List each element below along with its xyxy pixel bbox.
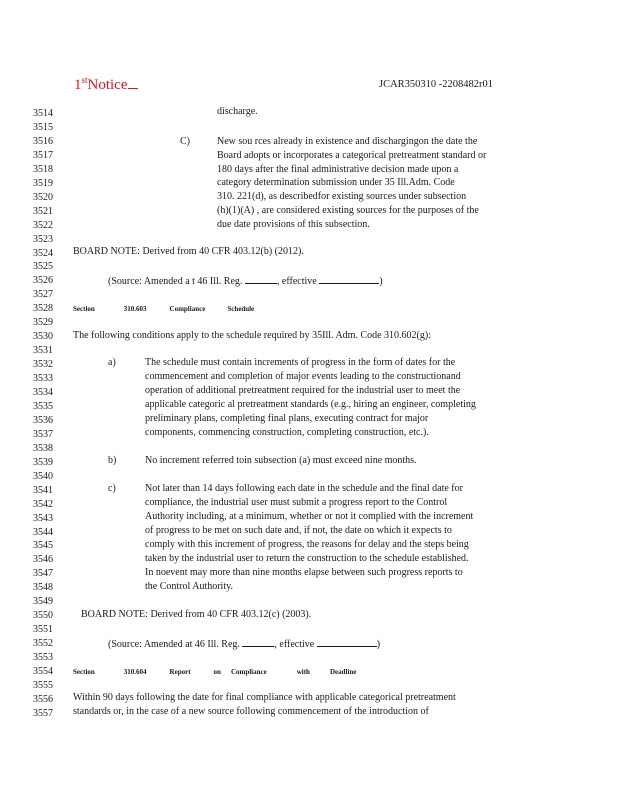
item-label: C) xyxy=(180,136,190,147)
text-line: 310. 221(d), as describedfor existing sources under subsection xyxy=(217,191,467,202)
board-note: BOARD NOTE: Derived from 40 CFR 403.12(c) (2003). xyxy=(81,609,312,620)
notice-underline xyxy=(128,75,138,89)
line-number: 3547 xyxy=(33,568,53,580)
line-number: 3546 xyxy=(33,554,53,566)
jcar-code: JCAR350310 -2208482r01 xyxy=(379,79,494,90)
source-note: (Source: Amended a t 46 Ill. Reg. , effective ) xyxy=(108,276,383,287)
text-line: preliminary plans, completing final plans, executing contract for major xyxy=(145,413,429,424)
line-number: 3528 xyxy=(33,303,53,315)
line-number: 3535 xyxy=(33,400,53,412)
line-number: 3540 xyxy=(33,470,53,482)
text-line: category determination submission under 35 Ill.Adm. Code xyxy=(217,177,455,188)
text-line: standards or, in the case of a new source following commencement of the introduction of xyxy=(73,706,429,717)
text-line: applicable categoric al pretreatment standards (e.g., hiring an engineer, completing xyxy=(145,399,476,410)
line-number: 3553 xyxy=(33,652,53,664)
text-line: taken by the industrial user to return the construction to the schedule established. xyxy=(145,553,469,564)
line-number: 3557 xyxy=(33,707,53,719)
line-number: 3542 xyxy=(33,498,53,510)
line-number: 3517 xyxy=(33,149,53,161)
text-line: of progress to be met on such date and, if not, the date on which it expects to xyxy=(145,525,452,536)
line-number: 3536 xyxy=(33,414,53,426)
blank-line xyxy=(245,274,277,284)
line-number: 3554 xyxy=(33,666,53,677)
line-number: 3524 xyxy=(33,247,53,259)
text-line: The following conditions apply to the schedule required by 35Ill. Adm. Code 310.602(g): xyxy=(73,330,431,341)
line-number: 3521 xyxy=(33,205,53,217)
line-number: 3515 xyxy=(33,121,53,133)
line-number: 3545 xyxy=(33,540,53,552)
notice-heading xyxy=(74,75,138,94)
line-number: 3523 xyxy=(33,233,53,245)
text-line: the Control Authority. xyxy=(145,581,233,592)
line-number: 3519 xyxy=(33,177,53,189)
text-line: Board adopts or incorporates a categorical pretreatment standard or xyxy=(217,150,487,161)
line-number: 3514 xyxy=(33,108,53,119)
line-number: 3527 xyxy=(33,289,53,301)
line-number: 3537 xyxy=(33,428,53,440)
text-line: compliance, the industrial user must submit a progress report to the Control xyxy=(145,497,448,508)
line-number: 3556 xyxy=(33,693,53,705)
item-label: c) xyxy=(108,483,116,494)
board-note: BOARD NOTE: Derived from 40 CFR 403.12(b) (2012). xyxy=(73,246,304,257)
blank-line xyxy=(242,637,274,647)
line-number: 3531 xyxy=(33,345,53,357)
line-number: 3532 xyxy=(33,359,53,371)
line-number: 3549 xyxy=(33,596,53,608)
line-number: 3516 xyxy=(33,135,53,147)
line-number: 3534 xyxy=(33,387,53,398)
line-number: 3551 xyxy=(33,624,53,636)
text-line: In noevent may more than nine months elapse between such progress reports to xyxy=(145,567,463,578)
text-line: due date provisions of this subsection. xyxy=(217,219,370,230)
line-number: 3520 xyxy=(33,191,53,203)
line-number: 3543 xyxy=(33,512,53,524)
text-line: (h)(1)(A) , are considered existing sources for the purposes of the xyxy=(217,205,479,216)
text-line: operation of additional pretreatment required for the industrial user to meet the xyxy=(145,385,461,396)
notice-number: 1 xyxy=(74,77,82,93)
blank-line xyxy=(319,274,379,284)
item-label: b) xyxy=(108,455,117,466)
line-number: 3544 xyxy=(33,526,53,538)
section-heading: Section 310.603 Compliance Schedule xyxy=(73,305,255,313)
section-heading: Section 310.604 Report on Compliance with Deadline xyxy=(73,668,357,676)
line-number: 3525 xyxy=(33,261,53,273)
text-line: Within 90 days following the date for final compliance with applicable categorical pretreatment xyxy=(73,692,456,703)
blank-line xyxy=(317,637,377,647)
line-number: 3518 xyxy=(33,163,53,175)
text-line: New sou rces already in existence and dischargingon the date the xyxy=(217,136,478,147)
text-line: Authority including, at a minimum, whether or not it complied with the increment xyxy=(145,511,474,522)
text-line: comply with this increment of progress, the reasons for delay and the steps being xyxy=(145,539,469,550)
text-line: The schedule must contain increments of progress in the form of dates for the xyxy=(145,357,456,368)
line-number: 3552 xyxy=(33,638,53,650)
line-number: 3522 xyxy=(33,219,53,231)
text-line: No increment referred toin subsection (a) must exceed nine months. xyxy=(145,455,417,466)
line-number: 3550 xyxy=(33,610,53,622)
text-line: components, commencing construction, completing construction, etc.). xyxy=(145,427,429,438)
text-line: discharge. xyxy=(217,106,258,117)
line-number: 3533 xyxy=(33,373,53,385)
notice-ordinal-suffix: st xyxy=(81,75,88,85)
line-number: 3548 xyxy=(33,582,53,594)
text-line: 180 days after the final administrative decision made upon a xyxy=(217,164,459,175)
line-number: 3530 xyxy=(33,331,53,343)
text-line: Not later than 14 days following each date in the schedule and the final date for xyxy=(145,483,463,494)
item-label: a) xyxy=(108,357,116,368)
line-number: 3541 xyxy=(33,484,53,496)
line-number: 3555 xyxy=(33,679,53,691)
line-number: 3538 xyxy=(33,442,53,454)
text-line: commencement and completion of major events leading to the constructionand xyxy=(145,371,461,382)
source-note: (Source: Amended at 46 Ill. Reg. , effective ) xyxy=(108,639,381,650)
line-number: 3526 xyxy=(33,275,53,287)
line-number: 3529 xyxy=(33,317,53,329)
line-number: 3539 xyxy=(33,456,53,468)
notice-word: Notice xyxy=(87,77,128,93)
